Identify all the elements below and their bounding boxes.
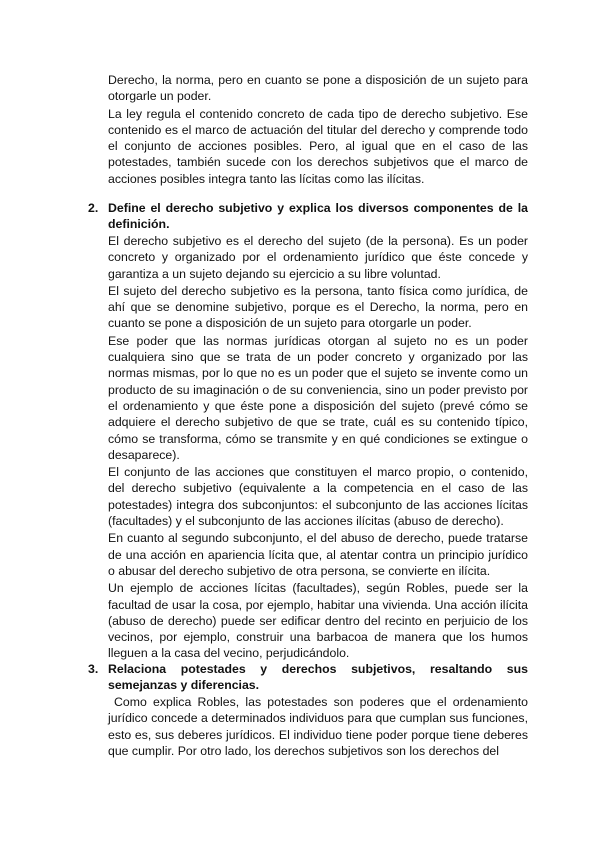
intro-section <box>108 72 528 188</box>
q3-paragraph-1: Como explica Robles, las potestades son poderes que el ordenamiento jurídico concede a determinados individuos para que cumplan sus funciones, esto es, sus deberes jurídicos. El individuo tiene poder porque tiene deberes que cumplir. Por otro lado, los derechos subjetivos son los derechos del <box>108 695 528 758</box>
intro-paragraph-2: La ley regula el contenido concreto de cada tipo de derecho subjetivo. Ese contenido es el marco de actuación del titular del derecho y comprende todo el conjunto de acciones posibles. Pero, al igual que en el caso de las potestades, también sucede con los derechos subjetivos que el marco de acciones posibles integra tanto las lícitas como las ilícitas. <box>108 106 528 186</box>
question-2-title: Define el derecho subjetivo y explica los diversos componentes de la definición. <box>108 201 528 232</box>
q2-paragraph-5: En cuanto al segundo subconjunto, el del abuso de derecho, puede tratarse de una acción en apariencia lícita que, al atentar contra un principio jurídico o abusar del derecho subjetivo de otra persona, se convierte en ilícita. <box>108 531 528 578</box>
intro-paragraph-1: Derecho, la norma, pero en cuanto se pone a disposición de un sujeto para otorgarle un poder. <box>108 73 528 104</box>
question-2-body <box>108 233 528 663</box>
q2-paragraph-2: El sujeto del derecho subjetivo es la persona, tanto física como jurídica, de ahí que se denomine subjetivo, porque es el Derecho, la norma, pero en cuanto se pone a disposición de un sujeto para otorgarle un poder. <box>108 283 528 331</box>
question-2-heading <box>88 200 528 233</box>
q2-paragraph-6: Un ejemplo de acciones lícitas (facultades), según Robles, puede ser la facultad de usar la cosa, por ejemplo, habitar una vivienda. Una acción ilícita (abuso de derecho) puede ser edificar dentro del recinto en perjuicio de los vecinos, por ejemplo, construir una barbacoa de manera que los humos lleguen a la casa del vecino, perjudicándolo. <box>108 581 528 661</box>
question-3-title: Relaciona potestades y derechos subjetivos, resaltando sus semejanzas y diferencias. <box>108 662 528 693</box>
q2-paragraph-3: Ese poder que las normas jurídicas otorgan al sujeto no es un poder cualquiera sino que se trata de un poder concreto y organizado por las normas mismas, por lo que no es un poder que el sujeto se invente como un producto de su imaginación o de su conveniencia, sino un poder previsto por el ordenamiento y que éste pone a disposición del sujeto (prevé cómo se adquiere el derecho subjetivo de que se trate, cuál es su contenido típico, cómo se transforma, cómo se transmite y en qué condiciones se extingue o desaparece). <box>108 333 528 462</box>
q2-paragraph-1: El derecho subjetivo es el derecho del sujeto (de la persona). Es un poder concreto y organizado por el ordenamiento jurídico que éste concede y garantiza a un sujeto dejando su ejercicio a su libre voluntad. <box>108 234 528 281</box>
q2-paragraph-4: El conjunto de las acciones que constituyen el marco propio, o contenido, del derecho subjetivo (equivalente a la competencia en el caso de las potestades) integra dos subconjuntos: el subconjunto de las acciones lícitas (facultades) y el subconjunto de las acciones ilícitas (abuso de derecho). <box>108 465 528 529</box>
question-2-number: 2. <box>88 201 99 215</box>
question-3-number: 3. <box>88 662 99 676</box>
question-3-body <box>108 694 528 760</box>
question-3-heading <box>88 661 528 694</box>
